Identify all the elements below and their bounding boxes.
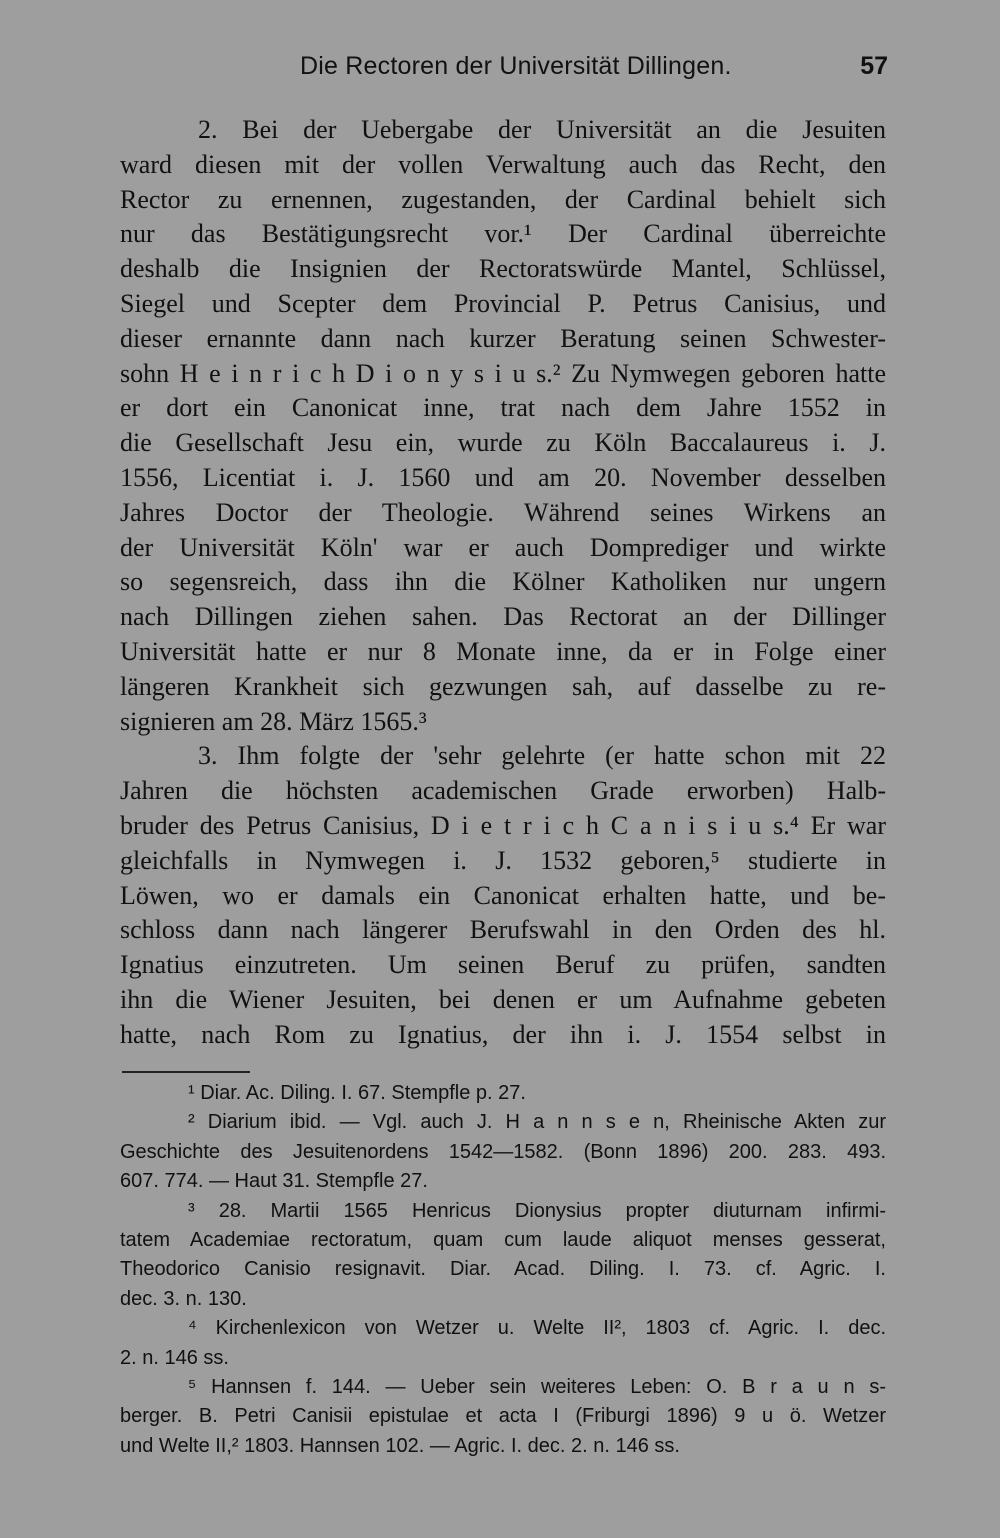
footnote-line: ² Diarium ibid. — Vgl. auch J. H a n n s e n, Rheinische Akten zur xyxy=(188,1111,886,1134)
text-line: der Universität Köln' war er auch Domprediger und wirkte xyxy=(120,532,886,562)
text-line: Löwen, wo er damals ein Canonicat erhalten hatte, und be- xyxy=(120,880,886,910)
page-number: 57 xyxy=(860,52,888,80)
text-line: Siegel und Scepter dem Provincial P. Petrus Canisius, und xyxy=(120,288,886,318)
text-line: Jahren die höchsten academischen Grade erworben) Halb- xyxy=(120,776,886,806)
text-line: Jahres Doctor der Theologie. Während seines Wirkens an xyxy=(120,497,886,527)
footnote-line: 607. 774. — Haut 31. Stempfle 27. xyxy=(120,1170,428,1193)
footnote-line: Geschichte des Jesuitenordens 1542—1582. (Bonn 1896) 200. 283. 493. xyxy=(120,1140,886,1163)
text-line: Ignatius einzutreten. Um seinen Beruf zu prüfen, sandten xyxy=(120,950,886,980)
text-line: Universität hatte er nur 8 Monate inne, da er in Folge einer xyxy=(120,636,886,666)
footnote-divider xyxy=(122,1071,250,1073)
footnote-line: tatem Academiae rectoratum, quam cum laude aliquot menses gesserat, xyxy=(120,1228,886,1251)
text-line: 1556, Licentiat i. J. 1560 und am 20. November desselben xyxy=(120,462,886,492)
text-line: längeren Krankheit sich gezwungen sah, auf dasselbe zu re- xyxy=(120,671,886,701)
text-line: die Gesellschaft Jesu ein, wurde zu Köln Baccalaureus i. J. xyxy=(120,428,886,458)
text-line: ihn die Wiener Jesuiten, bei denen er um Aufnahme gebeten xyxy=(120,984,886,1014)
text-line: signieren am 28. März 1565.³ xyxy=(120,706,427,736)
text-line: gleichfalls in Nymwegen i. J. 1532 geboren,⁵ studierte in xyxy=(120,845,886,875)
footnote-line: ⁴ Kirchenlexicon von Wetzer u. Welte II², 1803 cf. Agric. I. dec. xyxy=(188,1317,886,1340)
footnote-line: dec. 3. n. 130. xyxy=(120,1287,247,1310)
text-line: dieser ernannte dann nach kurzer Beratung seinen Schwester- xyxy=(120,323,886,353)
text-line: sohn H e i n r i c h D i o n y s i u s.² Zu Nymwegen geboren hatte xyxy=(120,358,886,388)
text-line: 2. Bei der Uebergabe der Universität an die Jesuiten xyxy=(198,115,886,144)
footnotes xyxy=(120,1079,886,1461)
footnote-line: berger. B. Petri Canisii epistulae et acta I (Friburgi 1896) 9 u ö. Wetzer xyxy=(120,1405,886,1428)
footnote-line: ¹ Diar. Ac. Diling. I. 67. Stempfle p. 27. xyxy=(188,1082,526,1104)
footnote-line: 2. n. 146 ss. xyxy=(120,1346,229,1369)
text-line: Rector zu ernennen, zugestanden, der Cardinal behielt sich xyxy=(120,184,886,214)
text-line: bruder des Petrus Canisius, D i e t r i c h C a n i s i u s.⁴ Er war xyxy=(120,810,886,840)
text-line: schloss dann nach längerer Berufswahl in den Orden des hl. xyxy=(120,915,886,945)
footnote-line: ³ 28. Martii 1565 Henricus Dionysius propter diuturnam infirmi- xyxy=(188,1199,886,1222)
page-header xyxy=(120,52,888,88)
text-line: 3. Ihm folgte der 'sehr gelehrte (er hatte schon mit 22 xyxy=(198,741,886,771)
text-line: nach Dillingen ziehen sahen. Das Rectorat an der Dillinger xyxy=(120,602,886,632)
text-line: nur das Bestätigungsrecht vor.¹ Der Cardinal überreichte xyxy=(120,219,886,249)
text-line: ward diesen mit der vollen Verwaltung auch das Recht, den xyxy=(120,149,886,179)
text-line: so segensreich, dass ihn die Kölner Katholiken nur ungern xyxy=(120,567,886,597)
footnote-line: Theodorico Canisio resignavit. Diar. Acad. Diling. I. 73. cf. Agric. I. xyxy=(120,1258,886,1281)
running-title: Die Rectoren der Universität Dillingen. xyxy=(300,52,732,80)
main-text xyxy=(120,113,886,1053)
footnote-line: ⁵ Hannsen f. 144. — Ueber sein weiteres Leben: O. B r a u n s- xyxy=(188,1375,886,1398)
text-line: hatte, nach Rom zu Ignatius, der ihn i. J. 1554 selbst in xyxy=(120,1019,886,1049)
footnote-line: und Welte II,² 1803. Hannsen 102. — Agric. I. dec. 2. n. 146 ss. xyxy=(120,1434,680,1457)
text-line: deshalb die Insignien der Rectoratswürde Mantel, Schlüssel, xyxy=(120,254,886,284)
text-line: er dort ein Canonicat inne, trat nach dem Jahre 1552 in xyxy=(120,393,886,423)
